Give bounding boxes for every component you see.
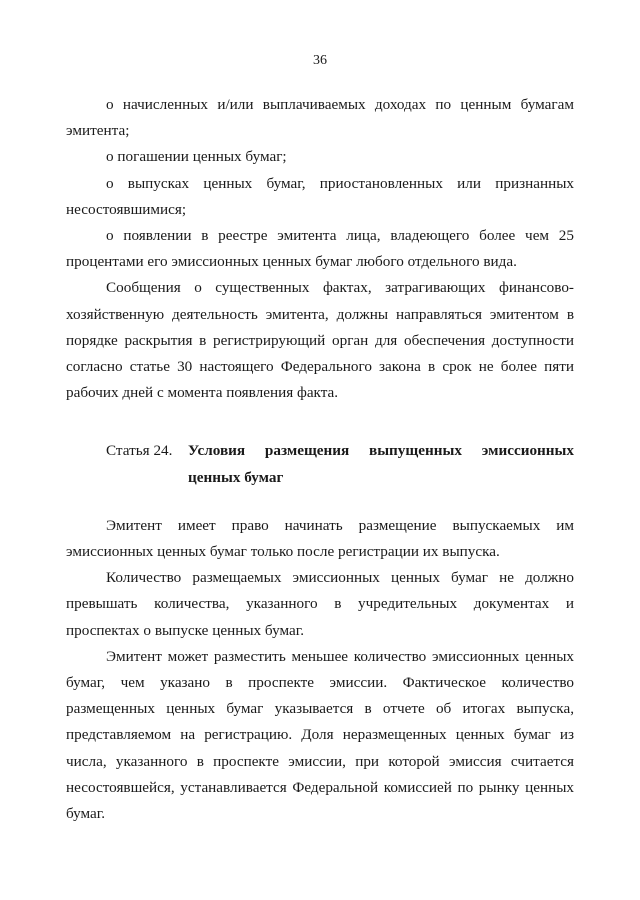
document-body: [66, 92, 574, 827]
article-number: Статья 24.: [106, 442, 173, 460]
article-title: Условия размещения выпущенных эмиссионных ценных бумаг: [188, 442, 574, 486]
paragraph-income-disclosure: о начисленных и/или выплачиваемых доходах по ценным бумагам эмитента;: [66, 96, 574, 140]
page-number: 36: [313, 53, 327, 68]
paragraph-placement-quantity: Количество размещаемых эмиссионных ценных бумаг не должно превышать количества, указанного в учредительных документах и проспектах о выпуске ценных бумаг.: [66, 569, 574, 639]
article-heading: [66, 438, 574, 490]
paragraph-unplaced-share: Эмитент может разместить меньшее количество эмиссионных ценных бумаг, чем указано в проспекте эмиссии. Фактическое количество размещенных ценных бумаг указывается в отчете об итогах выпуска, представляемом на регистрацию. Доля неразмещенных ценных бумаг из числа, указанного в проспекте эмиссии, при которой эмиссия считается несостоявшейся, устанавливается Федеральной комиссией по рынку ценных бумаг.: [66, 647, 574, 823]
paragraph-material-facts: Сообщения о существенных фактах, затрагивающих финансово-хозяйственную деятельность эмитента, должны направляться эмитентом в порядке раскрытия в регистрирующий орган для обеспечения доступности согласно статье 30 настоящего Федерального закона в срок не более пяти рабочих дней с момента появления факта.: [66, 279, 574, 402]
paragraph-suspended-issues: о выпусках ценных бумаг, приостановленных или признанных несостоявшимися;: [66, 174, 574, 218]
paragraph-placement-right: Эмитент имеет право начинать размещение выпускаемых им эмиссионных ценных бумаг только после регистрации их выпуска.: [66, 516, 574, 561]
paragraph-redemption: о погашении ценных бумаг;: [106, 148, 287, 166]
paragraph-registry-holder: о появлении в реестре эмитента лица, владеющего более чем 25 процентами его эмиссионных ценных бумаг любого отдельного вида.: [66, 227, 574, 271]
